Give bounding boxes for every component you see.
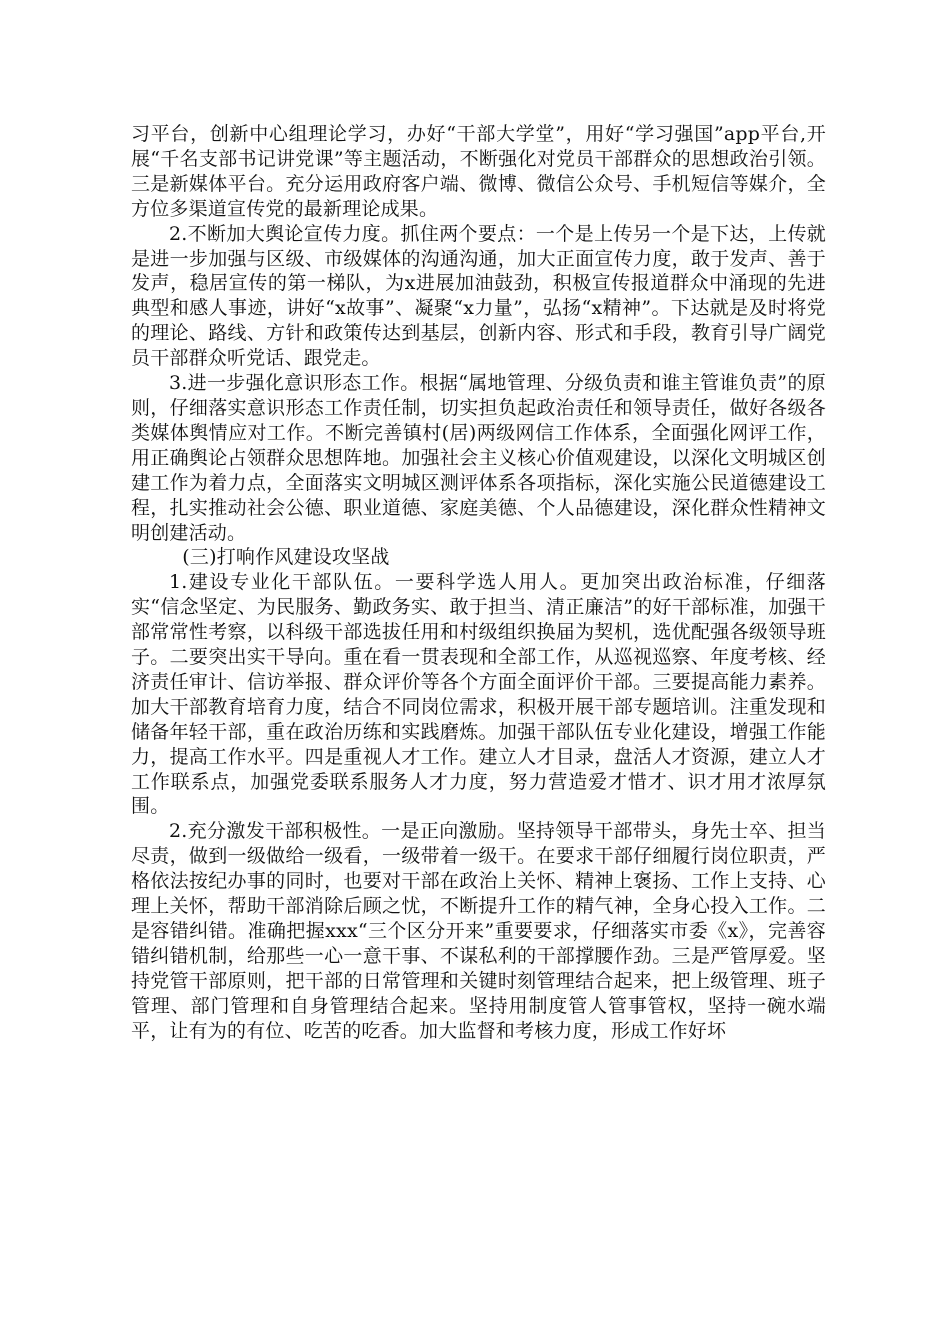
- paragraph-cadre-motivation: 2.充分激发干部积极性。一是正向激励。坚持领导干部带头，身先士卒、担当尽责，做到一级做给一级看，一级带着一级干。在要求干部仔细履行岗位职责，严格依法按纪办事的同时，也要对干部在政治上关怀、精神上褒扬、工作上支持、心理上关怀，帮助干部消除后顾之忧，不断提升工作的精气神，全身心投入工作。二是容错纠错。准确把握xxx“三个区分开来”重要要求，仔细落实市委《x》，完善容错纠错机制，给那些一心一意干事、不谋私利的干部撑腰作劲。三是严管厚爱。坚持党管干部原则，把干部的日常管理和关键时刻管理结合起来，把上级管理、班子管理、部门管理和自身管理结合起来。坚持用制度管人管事管权，坚持一碗水端平，让有为的有位、吃苦的吃香。加大监督和考核力度，形成工作好坏: [131, 820, 826, 1042]
- paragraph-cadre-team: 1.建设专业化干部队伍。一要科学选人用人。更加突出政治标准，仔细落实“信念坚定、为民服务、勤政务实、敢于担当、清正廉洁”的好干部标准，加强干部常常性考察，以科级干部选拔任用和村级组织换届为契机，选优配强各级领导班子。二要突出实干导向。重在看一贯表现和全部工作，从巡视巡察、年度考核、经济责任审计、信访举报、群众评价等各个方面全面评价干部。三要提高能力素养。加大干部教育培育力度，结合不同岗位需求，积极开展干部专题培训。注重发现和储备年轻干部，重在政治历练和实践磨炼。加强干部队伍专业化建设，增强工作能力，提高工作水平。四是重视人才工作。建立人才目录，盘活人才资源，建立人才工作联系点，加强党委联系服务人才力度，努力营造爱才惜才、识才用才浓厚氛围。: [131, 571, 826, 818]
- section-heading-work-style: (三)打响作风建设攻坚战: [182, 546, 390, 569]
- paragraph-public-opinion: 2.不断加大舆论宣传力度。抓住两个要点：一个是上传另一个是下达，上传就是进一步加强与区级、市级媒体的沟通沟通，加大正面宣传力度，敢于发声、善于发声，稳居宣传的第一梯队，为x进展加油鼓劲，积极宣传报道群众中涌现的先进典型和感人事迹，讲好“x故事”、凝聚“x力量”，弘扬“x精神”。下达就是及时将党的理论、路线、方针和政策传达到基层，创新内容、形式和手段，教育引导广阔党员干部群众听党话、跟党走。: [131, 222, 826, 370]
- document-body: [131, 122, 826, 1044]
- paragraph-ideology-work: 3.进一步强化意识形态工作。根据“属地管理、分级负责和谁主管谁负责”的原则，仔细落实意识形态工作责任制，切实担负起政治责任和领导责任，做好各级各类媒体舆情应对工作。不断完善镇村(居)两级网信工作体系，全面强化网评工作，用正确舆论占领群众思想阵地。加强社会主义核心价值观建设，以深化文明城区创建工作为着力点，全面落实文明城区测评体系各项指标，深化实施公民道德建设工程，扎实推动社会公德、职业道德、家庭美德、个人品德建设，深化群众性精神文明创建活动。: [131, 372, 826, 544]
- paragraph-continued-platforms: 习平台，创新中心组理论学习，办好“干部大学堂”，用好“学习强国”app平台,开展“千名支部书记讲党课”等主题活动，不断强化对党员干部群众的思想政治引领。三是新媒体平台。充分运用政府客户端、微博、微信公众号、手机短信等媒介，全方位多渠道宣传党的最新理论成果。: [131, 123, 826, 220]
